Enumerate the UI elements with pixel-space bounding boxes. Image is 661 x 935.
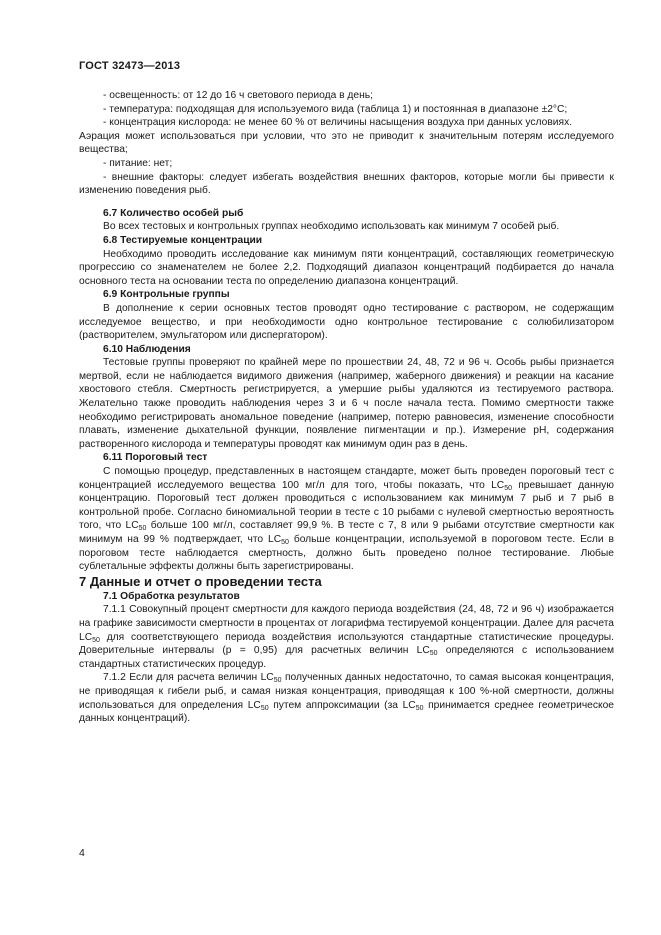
- paragraph: Необходимо проводить исследование как минимум пяти концентраций, составляющих геометрическую прогрессию со знаменателем не более 2,2. Подходящий диапазон концентраций подбирается до начала основного теста на основании теста по определению диапазона концентраций.: [79, 248, 614, 287]
- section-title-6-11: 6.11 Пороговый тест: [103, 452, 208, 464]
- subscript: 50: [504, 484, 512, 492]
- section-title-6-8: 6.8 Тестируемые концентрации: [103, 234, 263, 246]
- standard-header: ГОСТ 32473—2013: [79, 60, 181, 72]
- list-item: - освещенность: от 12 до 16 ч светового периода в день;: [103, 90, 373, 101]
- paragraph: Во всех тестовых и контрольных группах необходимо использовать как минимум 7 особей рыб.: [103, 221, 560, 233]
- document-body: [79, 89, 614, 726]
- section-title-6-7: 6.7 Количество особей рыб: [103, 207, 244, 219]
- text-run: 7.1.1 Совокупный процент смертности для каждого периода воздействия (24, 48, 72 и 96 ч) изображается на графике зависимости смертности в процентах от логарифма тестируемой концентрации. Далее для расчета LC: [79, 604, 614, 643]
- text-run: больше концентрации, используемой в пороговом тесте. Если в пороговом тесте наблюдается смертность, должно быть проведено полное тестирование. Любые сублетальные эффекты должны быть зарегистрированы.: [79, 534, 614, 573]
- text-run: принимается среднее геометрическое данных концентраций).: [79, 699, 614, 725]
- paragraph: Тестовые группы проверяют по крайней мере по прошествии 24, 48, 72 и 96 ч. Особь рыбы признается мертвой, если не наблюдается видимого движения (например, жаберного движения) и реакции на касание хвостового стебля. Смертность регистрируется, а умершие рыбы удаляются из тестируемого раствора. Желательно также проводить наблюдения через 3 и 6 ч после начала теста. Помимо смертности также необходимо регистрировать аномальное поведение (например, потерю равновесия, изменение способности плавать, изменение дыхательной функции, появление пигментации и пр.). Измерение pH, содержания растворенного кислорода и температуры проводят как минимум один раз в день.: [79, 357, 614, 450]
- paragraph: В дополнение к серии основных тестов проводят одно тестирование с раствором, не содержащим исследуемое вещество, и при необходимости одно контрольное тестирование с солюбилизатором (растворителем, эмульгатором или диспергатором).: [79, 302, 614, 342]
- subscript: 50: [429, 650, 438, 658]
- text-run: полученных данных недостаточно, то самая высокая концентрация, не приводящая к гибели рыб, и самая низкая концентрация, приводящая к 100 %-ной смертности, должны использоваться для определения LC: [79, 672, 614, 711]
- text-run: для соответствующего периода воздействия используются стандартные статистические процедуры. Доверительные интервалы (р = 0,95) для расчетных величин LC: [79, 631, 614, 657]
- text-run: 7.1.2 Если для расчета величин LC: [103, 672, 274, 684]
- section-title-6-9: 6.9 Контрольные группы: [103, 289, 230, 301]
- text-run: превышает данную концентрацию. Пороговый тест должен проводиться с использованием как минимум 7 рыб и 7 рыб в контрольной пробе. Согласно биномиальной теории в тесте с 10 рыбами с нулевой смертностью вероятность того, что LC: [79, 479, 614, 532]
- paragraph-7-1-2: [79, 671, 614, 725]
- section-title-7-1: 7.1 Обработка результатов: [103, 590, 240, 602]
- paragraph-7-1-1: [79, 603, 614, 671]
- paragraph-threshold-test: [79, 465, 614, 574]
- subscript: 50: [273, 677, 282, 685]
- list-item: - питание: нет;: [103, 157, 173, 169]
- text-run: определяются с использованием стандартных статистических процедур.: [79, 645, 614, 670]
- text-run: С помощью процедур, представленных в настоящем стандарте, может быть проведен пороговый тест с концентрацией исследуемого вещества 100 мг/л для того, чтобы показать, что LC: [79, 466, 614, 491]
- list-item: - температура: подходящая для используемого вида (таблица 1) и постоянная в диапазоне ±2°С;: [103, 103, 568, 115]
- subscript: 50: [92, 636, 100, 644]
- subscript: 50: [281, 539, 289, 546]
- subscript: 50: [415, 704, 424, 712]
- text-run: больше 100 мг/л, составляет 99,9 %. В тесте с 7, 8 или 9 рыбами отсутствие смертности как минимум на 99 % подтверждает, что LC: [79, 520, 614, 545]
- chapter-title-7: 7 Данные и отчет о проведении теста: [79, 573, 322, 589]
- list-item: - внешние факторы: следует избегать воздействия внешних факторов, которые могли бы привести к изменению поведения рыб.: [79, 171, 614, 197]
- section-title-6-10: 6.10 Наблюдения: [103, 343, 191, 355]
- list-item-continuation: Аэрация может использоваться при условии, что это не приводит к значительным потерям исследуемого вещества;: [79, 130, 614, 156]
- subscript: 50: [260, 704, 269, 712]
- text-run: путем аппроксимации (за LC: [268, 699, 416, 711]
- page-number: 4: [79, 847, 85, 859]
- list-item: - концентрация кислорода: не менее 60 % от величины насыщения воздуха при данных условиях.: [103, 117, 573, 129]
- subscript: 50: [138, 525, 147, 533]
